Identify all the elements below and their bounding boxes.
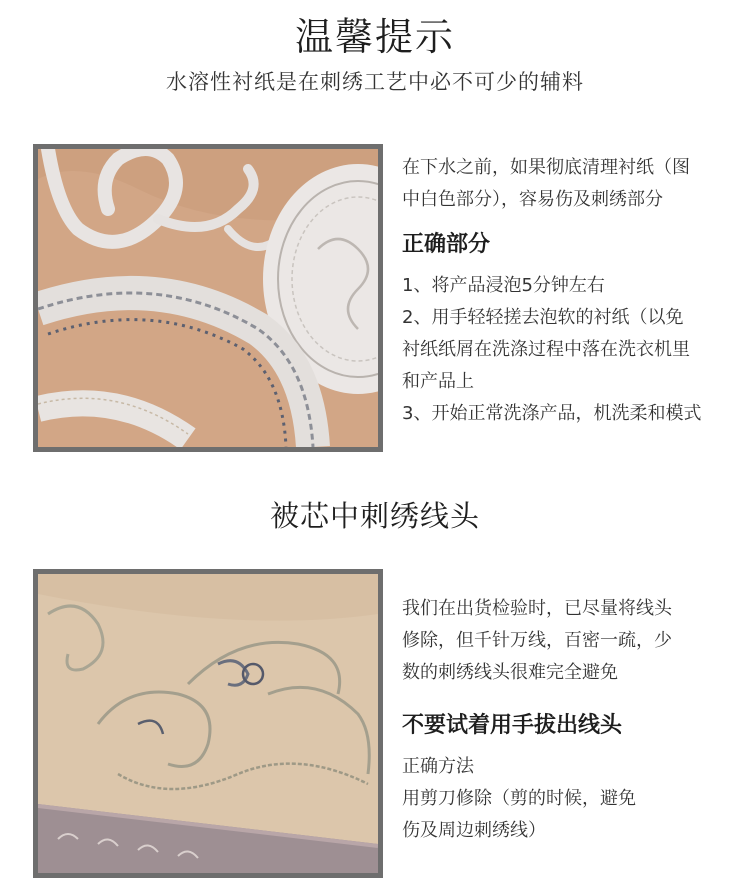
embroidery-illustration	[38, 574, 378, 873]
page-subtitle: 水溶性衬纸是在刺绣工艺中必不可少的辅料	[166, 70, 584, 94]
intro-line: 数的刺绣线头很难完全避免	[402, 662, 618, 683]
page-title: 温馨提示	[294, 15, 455, 59]
section-heading-do-not-pull: 不要试着用手拔出线头	[402, 713, 623, 738]
section-thread-ends-text	[402, 593, 732, 847]
section-title-thread-ends: 被芯中刺绣线头	[269, 499, 480, 533]
method-line: 用剪刀修除（剪的时候，避免	[402, 788, 636, 809]
section-backing-paper-text	[402, 152, 732, 430]
intro-line: 在下水之前，如果彻底清理衬纸（图	[402, 157, 690, 178]
step-line: 和产品上	[402, 371, 474, 392]
intro-line: 修除，但千针万线，百密一疏，少	[402, 630, 672, 651]
step-line: 衬纸纸屑在洗涤过程中落在洗衣机里	[402, 339, 690, 360]
method-line: 伤及周边刺绣线）	[402, 820, 546, 841]
embroidery-photo-backing-paper	[33, 144, 383, 452]
step-line: 2、用手轻轻搓去泡软的衬纸（以免	[402, 307, 684, 328]
section-heading-correct: 正确部分	[402, 232, 491, 257]
intro-line: 我们在出货检验时，已尽量将线头	[402, 598, 672, 619]
intro-line: 中白色部分），容易伤及刺绣部分	[402, 189, 663, 210]
step-line: 1、将产品浸泡5分钟左右	[402, 275, 605, 296]
method-line: 正确方法	[402, 756, 474, 777]
step-line: 3、开始正常洗涤产品，机洗柔和模式	[402, 403, 702, 424]
embroidery-photo-thread-ends	[33, 569, 383, 878]
embroidery-illustration	[38, 149, 378, 447]
